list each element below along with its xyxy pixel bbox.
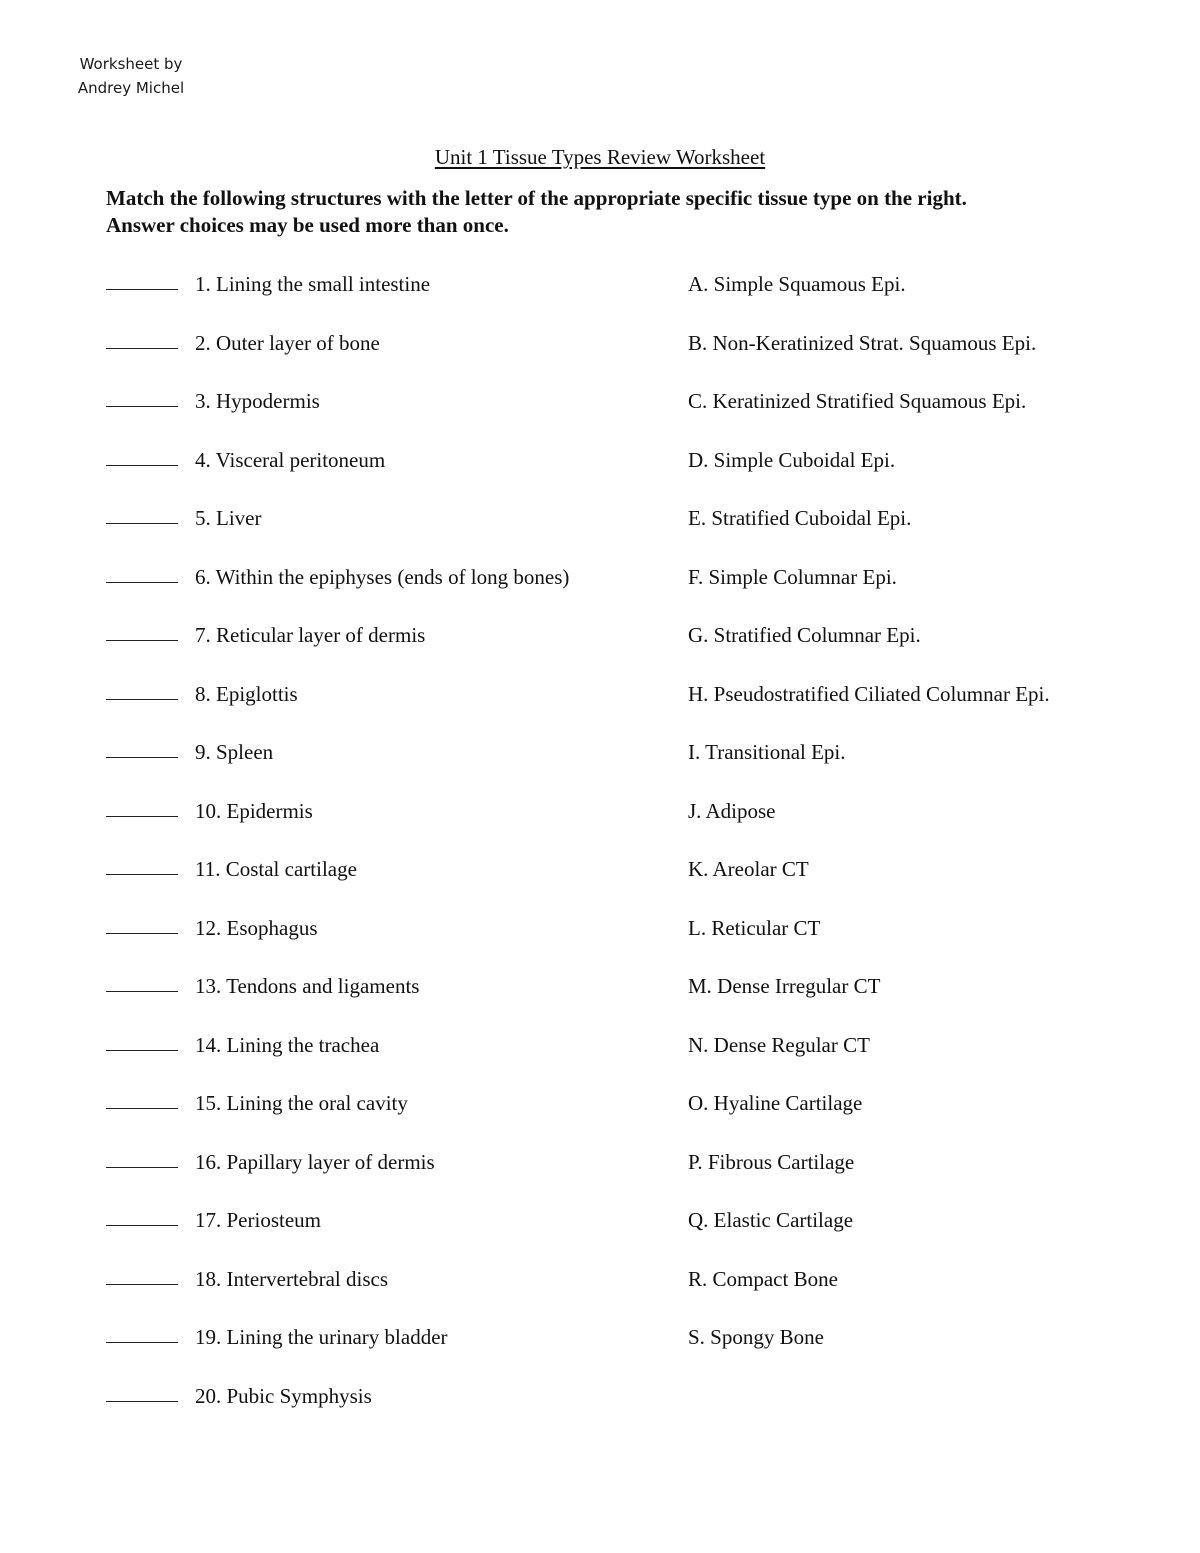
question-text: 11. Costal cartilage — [195, 857, 357, 881]
question-text: 4. Visceral peritoneum — [195, 448, 386, 472]
question-text: 19. Lining the urinary bladder — [195, 1325, 448, 1349]
question-row — [0, 269, 1200, 299]
answer-blank[interactable] — [106, 406, 178, 407]
answer-choice: D. Simple Cuboidal Epi. — [688, 448, 896, 472]
answer-blank[interactable] — [106, 757, 178, 758]
answer-blank[interactable] — [106, 1225, 178, 1226]
question-row — [0, 1030, 1200, 1060]
question-text: 5. Liver — [195, 506, 262, 530]
answer-choice: J. Adipose — [688, 799, 776, 823]
question-text: 9. Spleen — [195, 740, 274, 764]
worksheet-title-text: Unit 1 Tissue Types Review Worksheet — [434, 145, 766, 169]
answer-choice: Q. Elastic Cartilage — [688, 1208, 854, 1232]
answer-blank[interactable] — [106, 1108, 178, 1109]
answer-choice: E. Stratified Cuboidal Epi. — [688, 506, 912, 530]
answer-blank[interactable] — [106, 582, 178, 583]
question-row — [0, 796, 1200, 826]
answer-blank[interactable] — [106, 991, 178, 992]
answer-blank[interactable] — [106, 348, 178, 349]
answer-choice: C. Keratinized Stratified Squamous Epi. — [688, 389, 1027, 413]
answer-choice: B. Non-Keratinized Strat. Squamous Epi. — [688, 331, 1037, 355]
answer-choice: N. Dense Regular CT — [688, 1033, 870, 1057]
question-text: 18. Intervertebral discs — [195, 1267, 389, 1291]
question-text: 10. Epidermis — [195, 799, 313, 823]
question-row — [0, 562, 1200, 592]
question-row — [0, 1264, 1200, 1294]
question-row — [0, 1147, 1200, 1177]
question-text: 7. Reticular layer of dermis — [195, 623, 426, 647]
question-row — [0, 854, 1200, 884]
answer-choice: R. Compact Bone — [688, 1267, 838, 1291]
answer-choice: G. Stratified Columnar Epi. — [688, 623, 921, 647]
question-text: 1. Lining the small intestine — [195, 272, 431, 296]
question-text: 13. Tendons and ligaments — [195, 974, 420, 998]
answer-blank[interactable] — [106, 933, 178, 934]
answer-blank[interactable] — [106, 640, 178, 641]
answer-choice: H. Pseudostratified Ciliated Columnar Epi. — [688, 682, 1050, 706]
question-text: 2. Outer layer of bone — [195, 331, 380, 355]
answer-choice: P. Fibrous Cartilage — [688, 1150, 855, 1174]
worksheet-byline — [66, 52, 196, 100]
worksheet-title — [0, 143, 1200, 171]
answer-blank[interactable] — [106, 1050, 178, 1051]
answer-blank[interactable] — [106, 874, 178, 875]
answer-blank[interactable] — [106, 289, 178, 290]
instructions-line-2: Answer choices may be used more than once. — [106, 213, 509, 237]
answer-choice: A. Simple Squamous Epi. — [688, 272, 906, 296]
question-text: 3. Hypodermis — [195, 389, 320, 413]
byline-line: Worksheet by — [79, 55, 183, 73]
answer-blank[interactable] — [106, 523, 178, 524]
answer-blank[interactable] — [106, 816, 178, 817]
question-row — [0, 1205, 1200, 1235]
answer-blank[interactable] — [106, 1342, 178, 1343]
question-row — [0, 1088, 1200, 1118]
question-text: 16. Papillary layer of dermis — [195, 1150, 435, 1174]
answer-blank[interactable] — [106, 1401, 178, 1402]
answer-choice: L. Reticular CT — [688, 916, 821, 940]
question-row — [0, 386, 1200, 416]
answer-choice: K. Areolar CT — [688, 857, 809, 881]
answer-blank[interactable] — [106, 465, 178, 466]
answer-choice: I. Transitional Epi. — [688, 740, 846, 764]
question-text: 15. Lining the oral cavity — [195, 1091, 408, 1115]
question-text: 20. Pubic Symphysis — [195, 1384, 372, 1408]
answer-choice: M. Dense Irregular CT — [688, 974, 881, 998]
question-row — [0, 1381, 1200, 1411]
answer-choice: S. Spongy Bone — [688, 1325, 824, 1349]
question-text: 12. Esophagus — [195, 916, 318, 940]
answer-blank[interactable] — [106, 699, 178, 700]
byline-author: Andrey Michel — [77, 79, 185, 97]
answer-choice: F. Simple Columnar Epi. — [688, 565, 897, 589]
question-row — [0, 328, 1200, 358]
question-row — [0, 737, 1200, 767]
question-row — [0, 971, 1200, 1001]
instructions-line-1: Match the following structures with the letter of the appropriate specific tissue type on the right. — [106, 186, 967, 210]
question-row — [0, 679, 1200, 709]
question-row — [0, 620, 1200, 650]
question-text: 17. Periosteum — [195, 1208, 321, 1232]
question-text: 14. Lining the trachea — [195, 1033, 380, 1057]
answer-blank[interactable] — [106, 1284, 178, 1285]
answer-blank[interactable] — [106, 1167, 178, 1168]
question-text: 8. Epiglottis — [195, 682, 298, 706]
question-row — [0, 503, 1200, 533]
question-row — [0, 445, 1200, 475]
answer-choice: O. Hyaline Cartilage — [688, 1091, 863, 1115]
question-text: 6. Within the epiphyses (ends of long bones) — [195, 565, 570, 589]
question-row — [0, 913, 1200, 943]
instructions — [106, 185, 1106, 239]
question-row — [0, 1322, 1200, 1352]
